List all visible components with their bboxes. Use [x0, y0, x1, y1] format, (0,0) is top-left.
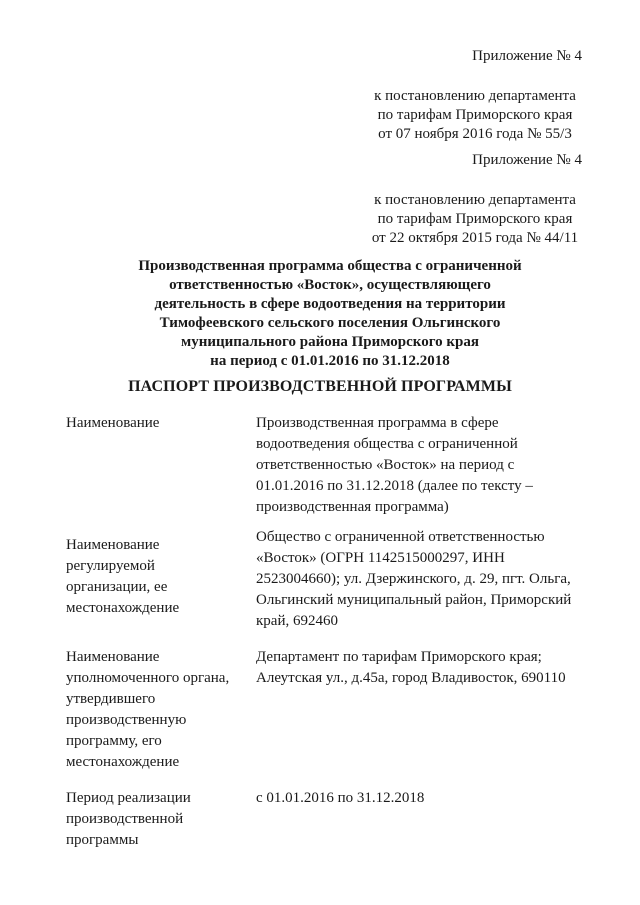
appendix-line: по тарифам Приморского края [377, 107, 573, 123]
row-value-authority: Департамент по тарифам Приморского края; Алеутская ул., д.45а, город Владивосток, 690110 [256, 649, 566, 686]
row-value-period: с 01.01.2016 по 31.12.2018 [256, 790, 425, 806]
row-label-organization: Наименование регулируемой организации, ее местонахождение [66, 537, 180, 616]
title-line: муниципального района Приморского края [180, 334, 480, 350]
title-line: ответственностью «Восток», осуществляющего [169, 277, 491, 293]
appendix-line: к постановлению департамента [374, 192, 576, 208]
passport-title: ПАСПОРТ ПРОИЗВОДСТВЕННОЙ ПРОГРАММЫ [128, 378, 512, 395]
title-line: деятельность в сфере водоотведения на территории [154, 296, 506, 312]
row-value-name: Производственная программа в сфере водоотведения общества с ограниченной ответственностью «Восток» на период с 01.01.2016 по 31.12.2018 (далее по тексту – производственная программа) [256, 415, 533, 515]
row-label-period: Период реализации производственной программы [66, 790, 191, 848]
appendix-line: от 07 ноября 2016 года № 55/3 [378, 126, 572, 142]
appendix-line: к постановлению департамента [374, 88, 576, 104]
appendix-line: от 22 октября 2015 года № 44/11 [371, 230, 579, 246]
appendix-reference-2 [350, 151, 600, 248]
appendix-reference-1 [350, 47, 600, 144]
row-label-authority: Наименование уполномоченного органа, утвердившего производственную программу, его местонахождение [66, 649, 230, 770]
title-line: на период с 01.01.2016 по 31.12.2018 [210, 353, 450, 369]
appendix-header: Приложение № 4 [472, 152, 582, 168]
title-line: Производственная программа общества с ограниченной [138, 258, 522, 274]
program-title [80, 257, 580, 371]
appendix-line: по тарифам Приморского края [377, 211, 573, 227]
row-value-organization: Общество с ограниченной ответственностью «Восток» (ОГРН 1142515000297, ИНН 2523004660); ул. Дзержинского, д. 29, пгт. Ольга, Ольгинский муниципальный район, Приморский край, 692460 [256, 529, 572, 629]
row-label-name: Наименование [66, 415, 160, 431]
appendix-header: Приложение № 4 [472, 48, 582, 64]
title-line: Тимофеевского сельского поселения Ольгинского [159, 315, 501, 331]
